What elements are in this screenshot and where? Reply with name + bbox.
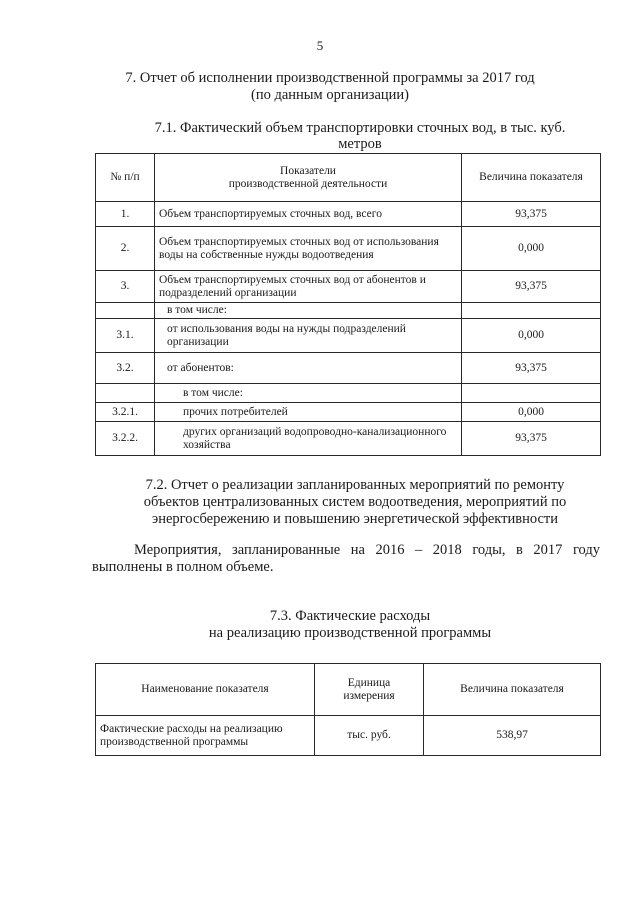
table-row [96, 422, 601, 456]
header-indicator-line1: Показатели [280, 164, 336, 177]
row-value: 93,375 [462, 422, 601, 456]
subsection-7-3-title-line1: 7.3. Фактические расходы [269, 608, 431, 624]
row-value: 93,375 [462, 202, 601, 227]
row-value: 93,375 [462, 271, 601, 303]
subsection-7-1-title [120, 120, 600, 152]
row-num: 1. [96, 202, 155, 227]
row-num: 3.2.1. [96, 403, 155, 422]
row-name: Объем транспортируемых сточных вод от использования воды на собственные нужды водоотведения [155, 227, 462, 271]
table-header-row [96, 154, 601, 202]
row-value: 93,375 [462, 353, 601, 384]
row-num [96, 303, 155, 319]
expenses-table [95, 663, 601, 756]
row-name: в том числе: [155, 303, 462, 319]
row-value [462, 303, 601, 319]
table-row [96, 319, 601, 353]
table-row [96, 202, 601, 227]
table-row [96, 303, 601, 319]
header-name: Наименование показателя [96, 664, 315, 716]
subsection-7-1-title-line2: метров [338, 136, 382, 152]
table-row [96, 227, 601, 271]
row-num: 3.2.2. [96, 422, 155, 456]
table-row [96, 384, 601, 403]
table-header-row [96, 664, 601, 716]
table-row [96, 353, 601, 384]
page-number: 5 [316, 38, 324, 53]
expense-name: Фактические расходы на реализацию производственной программы [96, 716, 315, 756]
subsection-7-2-text: Мероприятия, запланированные на 2016 – 2018 годы, в 2017 году выполнены в полном объеме. [92, 542, 600, 575]
subsection-7-3-title-line2: на реализацию производственной программы [208, 625, 492, 641]
row-name: других организаций водопроводно-канализационного хозяйства [155, 422, 462, 456]
row-value: 0,000 [462, 227, 601, 271]
header-unit-line2: измерения [343, 689, 395, 702]
row-num: 3.2. [96, 353, 155, 384]
row-name: в том числе: [155, 384, 462, 403]
subsection-7-2-title-line1: 7.2. Отчет о реализации запланированных мероприятий по ремонту [145, 477, 565, 493]
header-unit-line1: Единица [347, 676, 391, 689]
row-value: 0,000 [462, 319, 601, 353]
header-unit [315, 664, 424, 716]
subsection-7-2-title [120, 477, 590, 528]
header-value: Величина показателя [462, 154, 601, 202]
row-name: от абонентов: [155, 353, 462, 384]
row-name: прочих потребителей [155, 403, 462, 422]
row-name: Объем транспортируемых сточных вод, всего [155, 202, 462, 227]
row-num: 3. [96, 271, 155, 303]
header-indicator [155, 154, 462, 202]
row-num [96, 384, 155, 403]
row-value [462, 384, 601, 403]
subsection-7-1-title-line1: 7.1. Фактический объем транспортировки сточных вод, в тыс. куб. [154, 120, 566, 136]
subsection-7-2-title-line3: энергосбережению и повышению энергетической эффективности [152, 511, 558, 527]
subsection-7-3-title [160, 608, 540, 642]
subsection-7-2-title-line2: объектов централизованных систем водоотведения, мероприятий по [143, 494, 567, 510]
table-row [96, 403, 601, 422]
wastewater-volume-table [95, 153, 601, 456]
expense-unit: тыс. руб. [315, 716, 424, 756]
header-value: Величина показателя [424, 664, 601, 716]
header-num: № п/п [96, 154, 155, 202]
row-name: от использования воды на нужды подразделений организации [155, 319, 462, 353]
expense-value: 538,97 [424, 716, 601, 756]
row-value: 0,000 [462, 403, 601, 422]
section-7-title [60, 70, 600, 104]
section-7-title-line2: (по данным организации) [250, 87, 409, 103]
table-row [96, 271, 601, 303]
row-num: 3.1. [96, 319, 155, 353]
table-row [96, 716, 601, 756]
section-7-title-line1: 7. Отчет об исполнении производственной программы за 2017 год [125, 70, 535, 86]
row-num: 2. [96, 227, 155, 271]
row-name: Объем транспортируемых сточных вод от абонентов и подразделений организации [155, 271, 462, 303]
header-indicator-line2: производственной деятельности [228, 177, 388, 190]
